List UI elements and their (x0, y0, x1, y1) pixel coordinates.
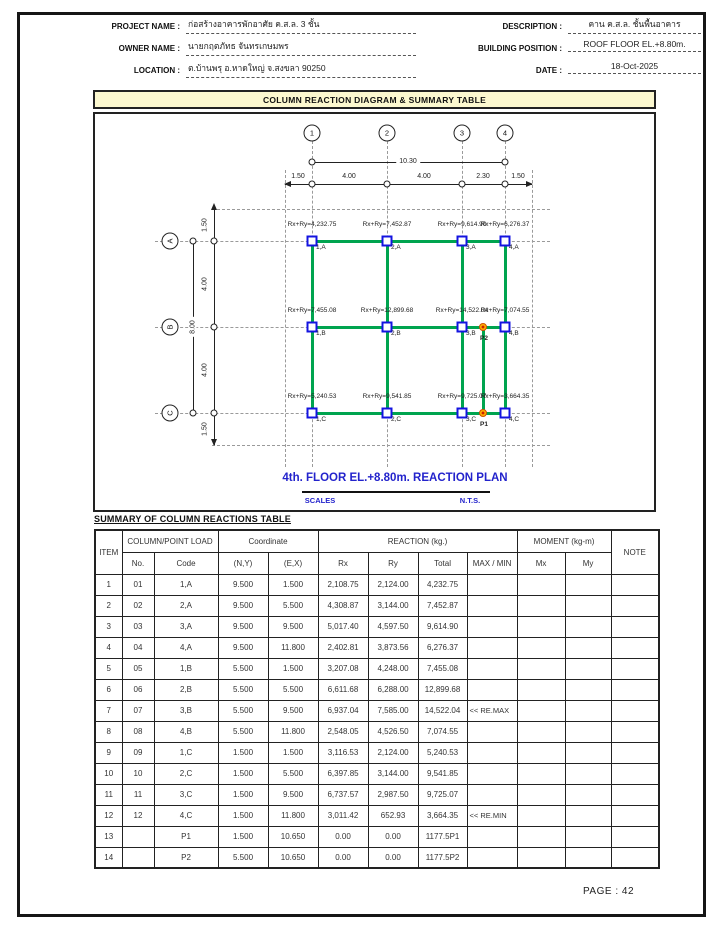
description-value: คาน ค.ส.ล. ชั้นพื้นอาคาร (568, 17, 701, 34)
cell-no (122, 847, 154, 868)
table-row (95, 637, 659, 658)
cell-item: 4 (95, 637, 122, 658)
table-row (95, 763, 659, 784)
cell-code: 1,B (154, 658, 218, 679)
cell-no: 07 (122, 700, 154, 721)
plan-title: 4th. FLOOR EL.+8.80m. REACTION PLAN (282, 472, 508, 484)
cell-mx (517, 700, 565, 721)
beam-line-A (312, 240, 505, 243)
table-header (95, 530, 659, 574)
cell-total: 7,455.08 (418, 658, 467, 679)
description-label: DESCRIPTION : (502, 22, 562, 31)
dim-top-2: 4.00 (342, 173, 356, 180)
load-point-label: P1 (480, 421, 488, 428)
cell-no: 11 (122, 784, 154, 805)
cell-mx (517, 616, 565, 637)
cell-note (611, 847, 659, 868)
cell-rx: 3,116.53 (318, 742, 368, 763)
col-no: No. (122, 552, 154, 574)
cell-note (611, 574, 659, 595)
cell-code: 4,B (154, 721, 218, 742)
cell-my (565, 721, 611, 742)
dim-top-4: 2.30 (476, 173, 490, 180)
dim-overall-top-label: 10.30 (396, 158, 420, 165)
cell-item: 2 (95, 595, 122, 616)
dim-left-2: 4.00 (201, 277, 209, 291)
cell-mx (517, 658, 565, 679)
grid-bubble-4 (497, 125, 514, 142)
col-group-coordinate: Coordinate (218, 530, 318, 552)
cell-ry: 0.00 (368, 847, 418, 868)
cell-ny: 5.500 (218, 658, 268, 679)
cell-note (611, 826, 659, 847)
table-row (95, 805, 659, 826)
cell-ry: 4,597.50 (368, 616, 418, 637)
cell-mx (517, 763, 565, 784)
table-row (95, 784, 659, 805)
edge-line-bottom (212, 445, 550, 446)
node-code-label: 2,A (391, 244, 401, 251)
cell-ny: 1.500 (218, 763, 268, 784)
dimension-tick (309, 181, 316, 188)
node-code-label: 3,C (466, 416, 477, 423)
cell-mx (517, 574, 565, 595)
cell-mx (517, 595, 565, 616)
arrowhead-up (211, 203, 217, 210)
grid-bubble-3-label: 3 (459, 128, 465, 138)
cell-rx: 6,611.68 (318, 679, 368, 700)
grid-bubble-1 (304, 125, 321, 142)
cell-mx (517, 721, 565, 742)
cell-mx (517, 637, 565, 658)
plan-title-underline (302, 491, 490, 493)
cell-item: 10 (95, 763, 122, 784)
cell-rx: 3,011.42 (318, 805, 368, 826)
cell-my (565, 763, 611, 784)
reaction-label: Rx+Ry=9,725.07 (437, 393, 487, 400)
node-code-label: 3,A (466, 244, 476, 251)
edge-line-top (212, 209, 550, 210)
grid-bubble-A (162, 233, 179, 250)
cell-note (611, 658, 659, 679)
owner-name-value: นายกฤตภัทธ จันทรเกษมพร (186, 39, 416, 56)
building-position-label: BUILDING POSITION : (478, 44, 562, 53)
cell-maxmin (467, 742, 517, 763)
grid-bubble-B (162, 319, 179, 336)
location-value: ต.บ้านพรุ อ.หาดใหญ่ จ.สงขลา 90250 (186, 61, 416, 78)
table-row (95, 826, 659, 847)
location-label: LOCATION : (133, 66, 180, 75)
cell-total: 14,522.04 (418, 700, 467, 721)
cell-no: 05 (122, 658, 154, 679)
cell-my (565, 826, 611, 847)
cell-note (611, 595, 659, 616)
cell-my (565, 658, 611, 679)
cell-maxmin (467, 763, 517, 784)
cell-maxmin (467, 679, 517, 700)
cell-ex: 1.500 (268, 742, 318, 763)
cell-item: 11 (95, 784, 122, 805)
cell-ex: 5.500 (268, 595, 318, 616)
cell-ex: 10.650 (268, 847, 318, 868)
cell-my (565, 679, 611, 700)
cell-ny: 5.500 (218, 721, 268, 742)
cell-mx (517, 784, 565, 805)
cell-ry: 6,288.00 (368, 679, 418, 700)
col-ry: Ry (368, 552, 418, 574)
dimension-tick (190, 238, 197, 245)
cell-item: 1 (95, 574, 122, 595)
cell-ny: 5.500 (218, 700, 268, 721)
cell-my (565, 847, 611, 868)
cell-ny: 5.500 (218, 847, 268, 868)
cell-no: 12 (122, 805, 154, 826)
col-group-column-point-load: COLUMN/POINT LOAD (122, 530, 218, 552)
cell-ry: 2,124.00 (368, 574, 418, 595)
reaction-label: Rx+Ry=5,240.53 (287, 393, 337, 400)
cell-ry: 0.00 (368, 826, 418, 847)
cell-no: 10 (122, 763, 154, 784)
col-item: ITEM (95, 530, 122, 574)
cell-note (611, 784, 659, 805)
table-row (95, 574, 659, 595)
cell-ry: 3,144.00 (368, 763, 418, 784)
cell-code: 1,A (154, 574, 218, 595)
node-code-label: 2,B (391, 330, 401, 337)
load-point-label: P2 (480, 335, 488, 342)
cell-rx: 6,737.57 (318, 784, 368, 805)
dimension-tick (502, 181, 509, 188)
cell-ex: 9.500 (268, 616, 318, 637)
dimension-line-top (285, 184, 532, 185)
cell-ny: 9.500 (218, 595, 268, 616)
col-my: My (565, 552, 611, 574)
project-name-label: PROJECT NAME : (111, 22, 180, 31)
node-code-label: 4,A (509, 244, 519, 251)
cell-no: 01 (122, 574, 154, 595)
cell-item: 12 (95, 805, 122, 826)
node-code-label: 4,C (509, 416, 520, 423)
cell-ex: 5.500 (268, 679, 318, 700)
cell-ry: 3,144.00 (368, 595, 418, 616)
reaction-label: Rx+Ry=12,899.68 (360, 307, 414, 314)
reaction-label: Rx+Ry=4,232.75 (287, 221, 337, 228)
node-code-label: 1,C (316, 416, 327, 423)
table-row (95, 616, 659, 637)
cell-item: 7 (95, 700, 122, 721)
cell-total: 12,899.68 (418, 679, 467, 700)
dimension-tick (384, 181, 391, 188)
dimension-tick (502, 159, 509, 166)
cell-note (611, 763, 659, 784)
cell-maxmin (467, 721, 517, 742)
beam-line-B (312, 326, 505, 329)
reaction-label: Rx+Ry=3,664.35 (480, 393, 530, 400)
beam-line-C (312, 412, 505, 415)
table-row (95, 721, 659, 742)
edge-line-right (532, 170, 533, 467)
cell-my (565, 700, 611, 721)
cell-my (565, 637, 611, 658)
dim-top-1: 1.50 (291, 173, 305, 180)
cell-my (565, 616, 611, 637)
cell-note (611, 616, 659, 637)
cell-my (565, 574, 611, 595)
load-point (479, 409, 487, 417)
cell-my (565, 805, 611, 826)
cell-ny: 9.500 (218, 574, 268, 595)
reaction-label: Rx+Ry=7,452.87 (362, 221, 412, 228)
cell-note (611, 742, 659, 763)
cell-item: 6 (95, 679, 122, 700)
cell-ry: 652.93 (368, 805, 418, 826)
summary-table-title: SUMMARY OF COLUMN REACTIONS TABLE (94, 514, 291, 524)
col-note: NOTE (611, 530, 659, 574)
cell-rx: 2,548.05 (318, 721, 368, 742)
load-point (479, 323, 487, 331)
cell-ex: 1.500 (268, 658, 318, 679)
cell-ex: 9.500 (268, 700, 318, 721)
cell-no: 06 (122, 679, 154, 700)
cell-ny: 5.500 (218, 679, 268, 700)
edge-line-left (285, 170, 286, 467)
node-code-label: 2,C (391, 416, 402, 423)
cell-code: P2 (154, 847, 218, 868)
dimension-tick (211, 238, 218, 245)
cell-maxmin (467, 658, 517, 679)
dimension-tick (211, 324, 218, 331)
page-number: PAGE : 42 (583, 886, 635, 897)
cell-ny: 1.500 (218, 784, 268, 805)
cell-ex: 5.500 (268, 763, 318, 784)
cell-total: 7,452.87 (418, 595, 467, 616)
cell-no: 03 (122, 616, 154, 637)
reactions-table-body (95, 574, 659, 868)
cell-code: P1 (154, 826, 218, 847)
col-ex: (E,X) (268, 552, 318, 574)
cell-total: 9,541.85 (418, 763, 467, 784)
cell-rx: 2,402.81 (318, 637, 368, 658)
cell-item: 13 (95, 826, 122, 847)
cell-code: 1,C (154, 742, 218, 763)
cell-rx: 4,308.87 (318, 595, 368, 616)
dimension-tick (211, 410, 218, 417)
diagram-banner-title: COLUMN REACTION DIAGRAM & SUMMARY TABLE (93, 90, 656, 109)
cell-mx (517, 847, 565, 868)
dimension-tick (309, 159, 316, 166)
cell-ny: 9.500 (218, 637, 268, 658)
arrowhead-down (211, 439, 217, 446)
plan-scales-label: SCALES (304, 496, 336, 505)
grid-bubble-2-label: 2 (384, 128, 390, 138)
dimension-tick (190, 410, 197, 417)
project-name-value: ก่อสร้างอาคารพักอาศัย ค.ส.ล. 3 ชั้น (186, 17, 416, 34)
table-row (95, 679, 659, 700)
cell-ny: 1.500 (218, 805, 268, 826)
cell-item: 14 (95, 847, 122, 868)
cell-rx: 0.00 (318, 826, 368, 847)
dim-top-5: 1.50 (511, 173, 525, 180)
grid-bubble-A-label: A (165, 238, 175, 244)
cell-my (565, 784, 611, 805)
cell-maxmin (467, 847, 517, 868)
node-code-label: 1,B (316, 330, 326, 337)
cell-code: 2,A (154, 595, 218, 616)
cell-ex: 1.500 (268, 574, 318, 595)
cell-maxmin (467, 826, 517, 847)
col-total: Total (418, 552, 467, 574)
cell-rx: 6,397.85 (318, 763, 368, 784)
dim-left-4: 1.50 (201, 422, 209, 436)
cell-ex: 9.500 (268, 784, 318, 805)
reaction-label: Rx+Ry=7,074.55 (480, 307, 530, 314)
cell-total: 3,664.35 (418, 805, 467, 826)
col-code: Code (154, 552, 218, 574)
cell-ry: 2,987.50 (368, 784, 418, 805)
cell-rx: 6,937.04 (318, 700, 368, 721)
cell-item: 3 (95, 616, 122, 637)
cell-maxmin (467, 784, 517, 805)
cell-item: 8 (95, 721, 122, 742)
cell-total: 1177.5P1 (418, 826, 467, 847)
table-row (95, 595, 659, 616)
col-ny: (N,Y) (218, 552, 268, 574)
cell-ny: 1.500 (218, 826, 268, 847)
reaction-plan-canvas (93, 112, 656, 512)
dim-overall-left-label: 8.00 (190, 317, 197, 337)
cell-note (611, 805, 659, 826)
table-row (95, 700, 659, 721)
cell-code: 3,A (154, 616, 218, 637)
cell-no: 02 (122, 595, 154, 616)
table-row (95, 742, 659, 763)
cell-total: 4,232.75 (418, 574, 467, 595)
cell-rx: 2,108.75 (318, 574, 368, 595)
cell-maxmin (467, 574, 517, 595)
cell-ry: 2,124.00 (368, 742, 418, 763)
cell-maxmin: << RE.MIN (467, 805, 517, 826)
reactions-table (94, 529, 660, 869)
node-code-label: 4,B (509, 330, 519, 337)
cell-item: 5 (95, 658, 122, 679)
dim-left-1: 1.50 (201, 218, 209, 232)
cell-mx (517, 679, 565, 700)
cell-no: 09 (122, 742, 154, 763)
cell-ex: 11.800 (268, 805, 318, 826)
date-value: 18-Oct-2025 (568, 61, 701, 74)
cell-ry: 4,248.00 (368, 658, 418, 679)
cell-ry: 4,526.50 (368, 721, 418, 742)
grid-bubble-3 (454, 125, 471, 142)
dim-top-3: 4.00 (417, 173, 431, 180)
col-rx: Rx (318, 552, 368, 574)
owner-name-label: OWNER NAME : (118, 44, 180, 53)
reaction-label: Rx+Ry=14,522.04 (435, 307, 489, 314)
col-group-moment: MOMENT (kg-m) (517, 530, 611, 552)
cell-ry: 3,873.56 (368, 637, 418, 658)
cell-total: 5,240.53 (418, 742, 467, 763)
cell-no: 04 (122, 637, 154, 658)
cell-code: 3,B (154, 700, 218, 721)
cell-rx: 3,207.08 (318, 658, 368, 679)
cell-ry: 7,585.00 (368, 700, 418, 721)
reaction-label: Rx+Ry=9,614.90 (437, 221, 487, 228)
cell-note (611, 700, 659, 721)
cell-total: 9,725.07 (418, 784, 467, 805)
arrowhead-right (526, 181, 533, 187)
cell-no (122, 826, 154, 847)
dimension-tick (459, 181, 466, 188)
plan-scale-value: N.T.S. (459, 496, 481, 505)
cell-total: 6,276.37 (418, 637, 467, 658)
cell-code: 3,C (154, 784, 218, 805)
grid-bubble-2 (379, 125, 396, 142)
grid-bubble-4-label: 4 (502, 128, 508, 138)
cell-code: 4,A (154, 637, 218, 658)
cell-ex: 11.800 (268, 721, 318, 742)
col-group-reaction: REACTION (kg.) (318, 530, 517, 552)
node-code-label: 3,B (466, 330, 476, 337)
col-mx: Mx (517, 552, 565, 574)
grid-bubble-1-label: 1 (309, 128, 315, 138)
table-row (95, 847, 659, 868)
cell-total: 9,614.90 (418, 616, 467, 637)
cell-maxmin: << RE.MAX (467, 700, 517, 721)
cell-total: 1177.5P2 (418, 847, 467, 868)
dim-left-3: 4.00 (201, 363, 209, 377)
cell-total: 7,074.55 (418, 721, 467, 742)
grid-bubble-C-label: C (165, 410, 175, 416)
date-label: DATE : (535, 66, 562, 75)
arrowhead-left (284, 181, 291, 187)
cell-ex: 11.800 (268, 637, 318, 658)
grid-bubble-B-label: B (165, 324, 175, 330)
cell-item: 9 (95, 742, 122, 763)
cell-note (611, 637, 659, 658)
cell-note (611, 721, 659, 742)
col-maxmin: MAX / MIN (467, 552, 517, 574)
cell-rx: 0.00 (318, 847, 368, 868)
cell-ny: 9.500 (218, 616, 268, 637)
cell-no: 08 (122, 721, 154, 742)
grid-bubble-C (162, 405, 179, 422)
cell-mx (517, 805, 565, 826)
cell-rx: 5,017.40 (318, 616, 368, 637)
reaction-label: Rx+Ry=9,541.85 (362, 393, 412, 400)
cell-code: 4,C (154, 805, 218, 826)
table-row (95, 658, 659, 679)
cell-my (565, 595, 611, 616)
cell-ny: 1.500 (218, 742, 268, 763)
cell-mx (517, 826, 565, 847)
cell-maxmin (467, 637, 517, 658)
cell-code: 2,C (154, 763, 218, 784)
building-position-value: ROOF FLOOR EL.+8.80m. (568, 39, 701, 52)
cell-note (611, 679, 659, 700)
cell-my (565, 742, 611, 763)
reaction-label: Rx+Ry=7,455.08 (287, 307, 337, 314)
reaction-label: Rx+Ry=6,276.37 (480, 221, 530, 228)
cell-maxmin (467, 616, 517, 637)
cell-mx (517, 742, 565, 763)
cell-maxmin (467, 595, 517, 616)
cell-code: 2,B (154, 679, 218, 700)
cell-ex: 10.650 (268, 826, 318, 847)
node-code-label: 1,A (316, 244, 326, 251)
